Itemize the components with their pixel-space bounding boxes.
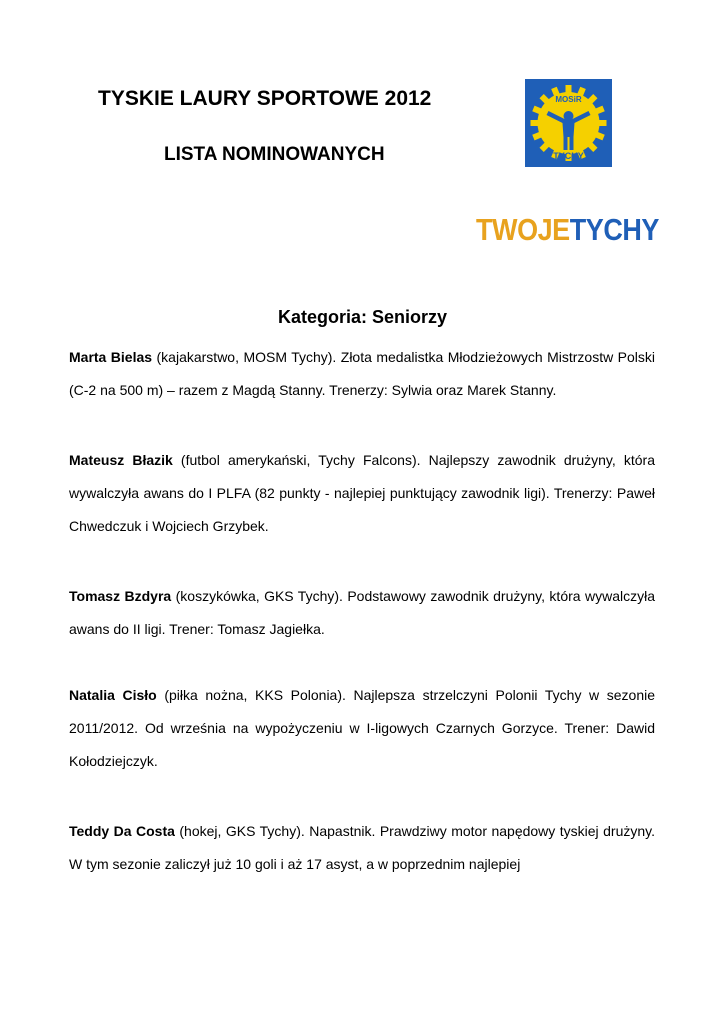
nominee-entry — [69, 580, 655, 646]
nominee-description: (futbol amerykański, Tychy Falcons). Najlepszy zawodnik drużyny, która wywalczyła awans do I PLFA (82 punkty - najlepiej punktujący zawodnik ligi). Trenerzy: Paweł Chwedczuk i Wojciech Grzybek. — [69, 452, 655, 534]
nominee-description: (kajakarstwo, MOSM Tychy). Złota medalistka Młodzieżowych Mistrzostw Polski (C-2 na 500 m) – razem z Magdą Stanny. Trenerzy: Sylwia oraz Marek Stanny. — [69, 349, 656, 398]
nominee-description: (koszykówka, GKS Tychy). Podstawowy zawodnik drużyny, która wywalczyła awans do II ligi. Trener: Tomasz Jagiełka. — [69, 588, 655, 637]
svg-text:TWOJETYCHY — [476, 212, 673, 247]
mosir-logo-bottom-text: TYCHY — [553, 151, 584, 161]
nominee-entry — [69, 815, 655, 881]
mosir-logo — [525, 79, 612, 167]
nominee-name: Teddy Da Costa — [69, 823, 175, 839]
nominee-name: Tomasz Bzdyra — [69, 588, 172, 604]
nominee-entry — [69, 444, 655, 543]
twoje-tychy-logo — [476, 208, 673, 248]
document-subtitle: LISTA NOMINOWANYCH — [164, 144, 385, 165]
nominee-entry — [69, 679, 655, 778]
nominee-name: Natalia Cisło — [69, 687, 157, 703]
nominee-name: Mateusz Błazik — [69, 452, 173, 468]
document-title: TYSKIE LAURY SPORTOWE 2012 — [98, 87, 432, 110]
mosir-emblem-icon — [525, 79, 612, 167]
nominee-description: (piłka nożna, KKS Polonia). Najlepsza strzelczyni Polonii Tychy w sezonie 2011/2012. Od września na wypożyczeniu w I-ligowych Czarnych Gorzyce. Trener: Dawid Kołodziejczyk. — [69, 687, 656, 769]
twoje-tychy-logo-part2: TYCHY — [569, 212, 673, 247]
section-heading: Kategoria: Seniorzy — [277, 307, 448, 327]
nominee-entry — [69, 341, 655, 407]
nominee-description: (hokej, GKS Tychy). Napastnik. Prawdziwy motor napędowy tyskiej drużyny. W tym sezonie zaliczył już 10 goli i aż 17 asyst, a w poprzednim najlepiej — [69, 823, 655, 872]
twoje-tychy-logo-part1: TWOJE — [476, 212, 584, 247]
nominee-name: Marta Bielas — [69, 349, 153, 365]
mosir-logo-top-text: MOSiR — [555, 95, 582, 104]
